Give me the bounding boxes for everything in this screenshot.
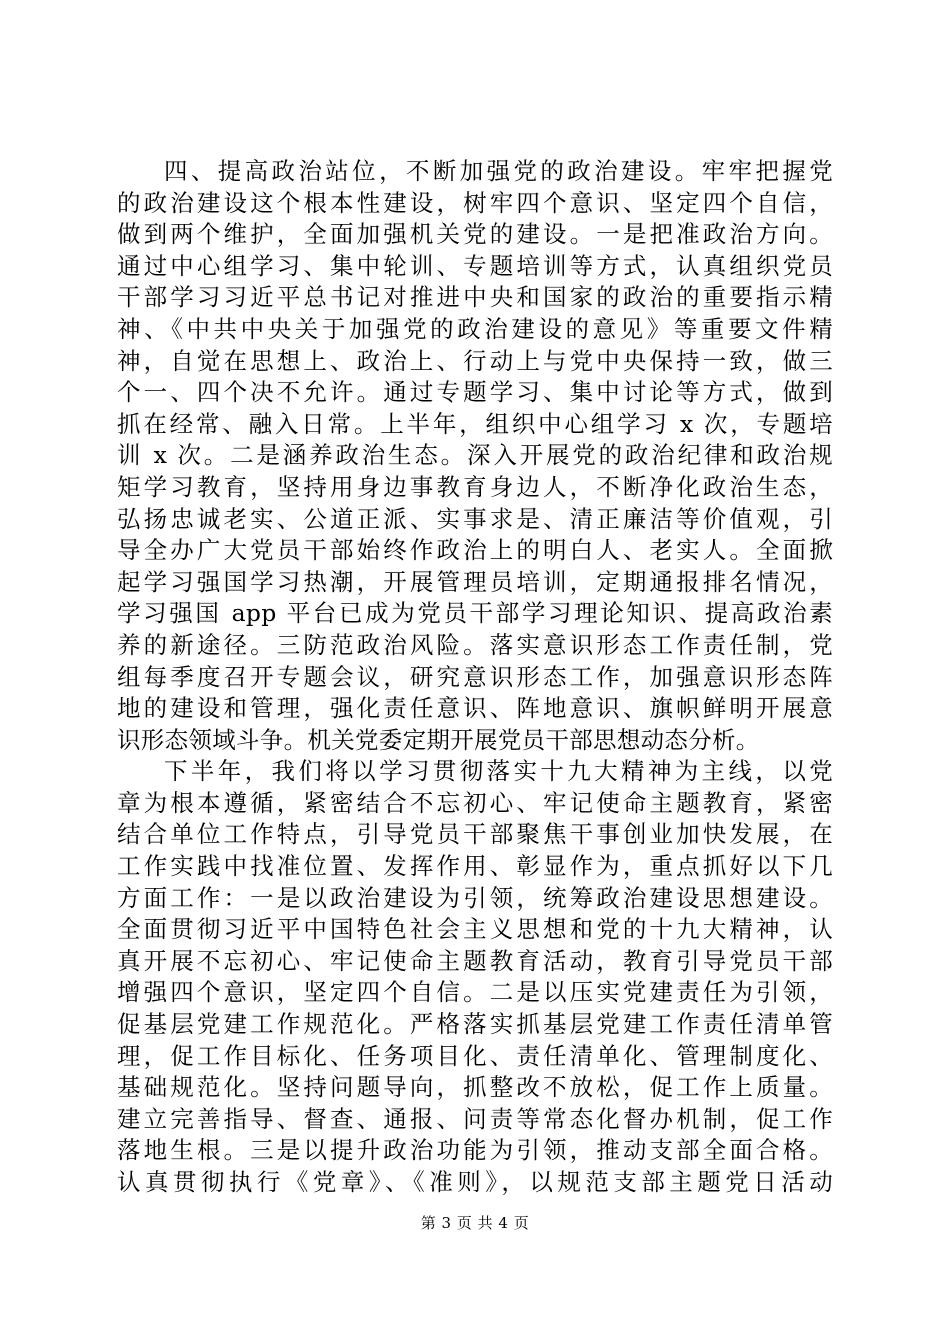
text-line: 养的新途径。三防范政治风险。落实意识形态工作责任制，党 [117, 630, 833, 659]
text-line: 学习强国 app 平台已成为党员干部学习理论知识、提高政治素 [117, 599, 833, 628]
text-line: 基础规范化。坚持问题导向，抓整改不放松，促工作上质量。 [117, 1073, 833, 1102]
text-line: 增强四个意识，坚定四个自信。二是以压实党建责任为引领， [117, 978, 833, 1007]
text-line: 工作实践中找准位置、发挥作用、彰显作为，重点抓好以下几 [117, 852, 833, 881]
text-line: 通过中心组学习、集中轮训、专题培训等方式，认真组织党员 [117, 251, 833, 280]
text-line: 神、《中共中央关于加强党的政治建设的意见》等重要文件精 [117, 314, 833, 343]
text-line: 干部学习习近平总书记对推进中央和国家的政治的重要指示精 [117, 283, 833, 312]
text-line: 弘扬忠诚老实、公道正派、实事求是、清正廉洁等价值观，引 [117, 504, 833, 533]
text-line: 组每季度召开专题会议，研究意识形态工作，加强意识形态阵 [117, 662, 833, 691]
text-line: 的政治建设这个根本性建设，树牢四个意识、坚定四个自信， [117, 188, 833, 217]
text-line: 章为根本遵循，紧密结合不忘初心、牢记使命主题教育，紧密 [117, 788, 833, 817]
text-line: 矩学习教育，坚持用身边事教育身边人，不断净化政治生态， [117, 472, 833, 501]
text-line: 训 x 次。二是涵养政治生态。深入开展党的政治纪律和政治规 [117, 441, 833, 470]
text-line: 建立完善指导、督查、通报、问责等常态化督办机制，促工作 [117, 1104, 833, 1133]
text-line: 理，促工作目标化、任务项目化、责任清单化、管理制度化、 [117, 1041, 833, 1070]
text-line: 地的建设和管理，强化责任意识、阵地意识、旗帜鲜明开展意 [117, 694, 833, 723]
text-line: 识形态领域斗争。机关党委定期开展党员干部思想动态分析。 [117, 725, 760, 754]
text-line: 起学习强国学习热潮，开展管理员培训，定期通报排名情况， [117, 567, 833, 596]
text-line: 全面贯彻习近平中国特色社会主义思想和党的十九大精神，认 [117, 915, 833, 944]
text-line: 真开展不忘初心、牢记使命主题教育活动，教育引导党员干部 [117, 946, 833, 975]
paragraph-political-building [117, 156, 833, 756]
text-line: 结合单位工作特点，引导党员干部聚焦干事创业加快发展，在 [117, 820, 833, 849]
text-line: 下半年，我们将以学习贯彻落实十九大精神为主线，以党 [164, 757, 833, 786]
text-line: 做到两个维护，全面加强机关党的建设。一是把准政治方向。 [117, 220, 833, 249]
page-number-footer: 第 3 页 共 4 页 [420, 1214, 530, 1232]
text-line: 个一、四个决不允许。通过专题学习、集中讨论等方式，做到 [117, 378, 833, 407]
text-line: 落地生根。三是以提升政治功能为引领，推动支部全面合格。 [117, 1136, 833, 1165]
text-line: 促基层党建工作规范化。严格落实抓基层党建工作责任清单管 [117, 1010, 833, 1039]
text-line: 神，自觉在思想上、政治上、行动上与党中央保持一致，做三 [117, 346, 833, 375]
text-line: 认真贯彻执行《党章》、《准则》，以规范支部主题党日活动 [117, 1168, 833, 1196]
document-body [117, 156, 833, 1199]
paragraph-second-half-plan [117, 756, 833, 1198]
text-line: 方面工作：一是以政治建设为引领，统筹政治建设思想建设。 [117, 883, 833, 912]
text-line: 导全办广大党员干部始终作政治上的明白人、老实人。全面掀 [117, 536, 833, 565]
text-line: 四、提高政治站位，不断加强党的政治建设。牢牢把握党 [164, 157, 833, 185]
text-line: 抓在经常、融入日常。上半年，组织中心组学习 x 次，专题培 [117, 409, 833, 438]
